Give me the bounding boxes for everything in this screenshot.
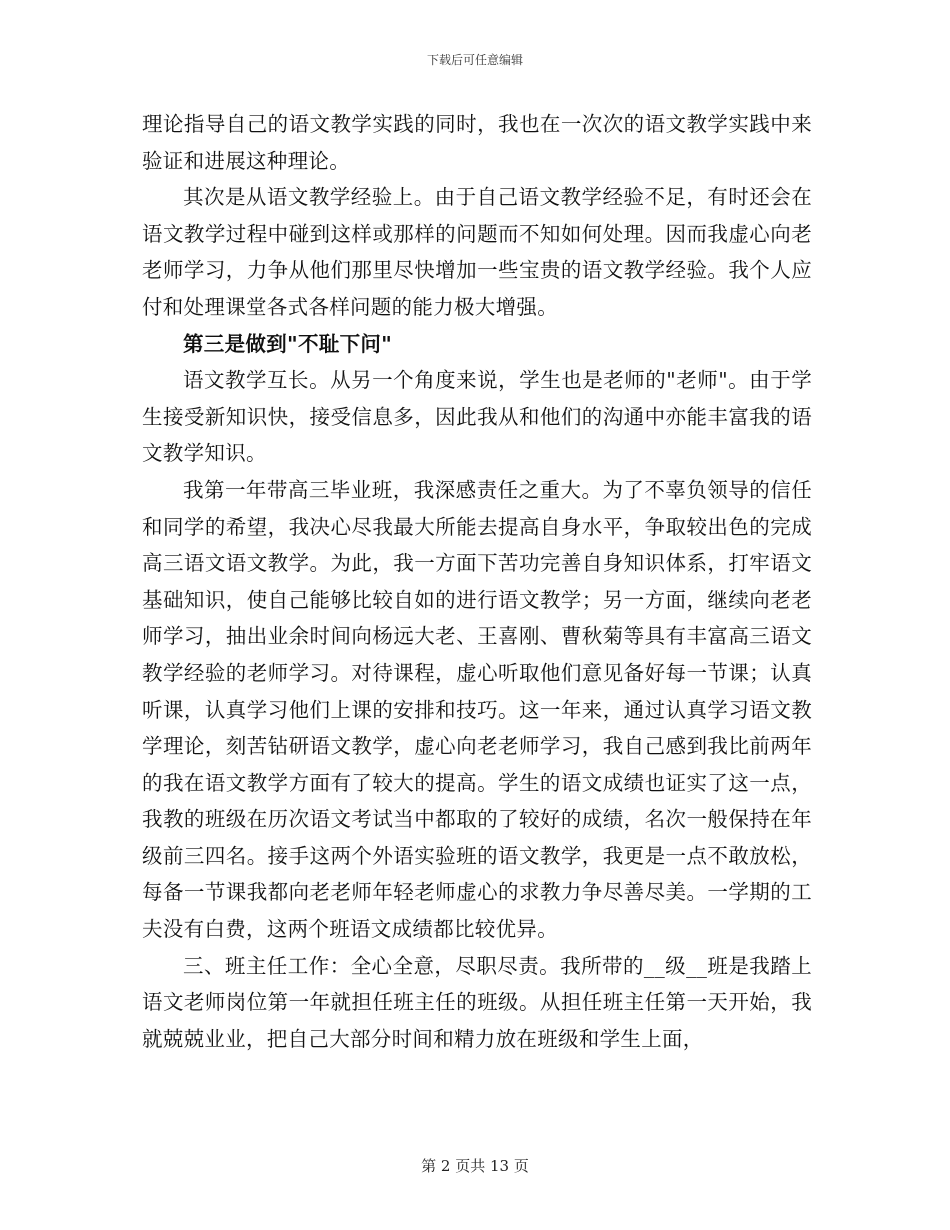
- page-header: 下载后可任意编辑: [426, 53, 523, 67]
- paragraph-continuation: 理论指导自己的语文教学实践的同时，我也在一次次的语文教学实践中来验证和进展这种理论。: [142, 112, 812, 173]
- paragraph-mutual-learning: 语文教学互长。从另一个角度来说，学生也是老师的"老师"。由于学生接受新知识快，接受信息多，因此我从和他们的沟通中亦能丰富我的语文教学知识。: [142, 368, 812, 466]
- paragraph-head-teacher: 三、班主任工作：全心全意，尽职尽责。我所带的__级__班是我踏上语文老师岗位第一年就担任班主任的班级。从担任班主任第一天开始，我就兢兢业业，把自己大部分时间和精力放在班级和学生上面，: [142, 953, 812, 1051]
- section-heading-third: 第三是做到"不耻下问": [183, 331, 393, 356]
- page-footer: 第 2 页共 13 页: [421, 1157, 529, 1175]
- document-body: [142, 106, 812, 1057]
- paragraph-senior-class: 我第一年带高三毕业班，我深感责任之重大。为了不辜负领导的信任和同学的希望，我决心尽我最大所能去提高自身水平，争取较出色的完成高三语文语文教学。为此，我一方面下苦功完善自身知识体系，打牢语文基础知识，使自己能够比较自如的进行语文教学；另一方面，继续向老老师学习，抽出业余时间向杨远大老、王喜刚、曹秋菊等具有丰富高三语文教学经验的老师学习。对待课程，虚心听取他们意见备好每一节课；认真听课，认真学习他们上课的安排和技巧。这一年来，通过认真学习语文教学理论，刻苦钻研语文教学，虚心向老老师学习，我自己感到我比前两年的我在语文教学方面有了较大的提高。学生的语文成绩也证实了这一点，我教的班级在历次语文考试当中都取的了较好的成绩，名次一般保持在年级前三四名。接手这两个外语实验班的语文教学，我更是一点不敢放松，每备一节课我都向老老师年轻老师虚心的求教力争尽善尽美。一学期的工夫没有白费，这两个班语文成绩都比较优异。: [142, 477, 812, 942]
- paragraph-teaching-experience: 其次是从语文教学经验上。由于自己语文教学经验不足，有时还会在语文教学过程中碰到这样或那样的问题而不知如何处理。因而我虚心向老老师学习，力争从他们那里尽快增加一些宝贵的语文教学经验。我个人应付和处理课堂各式各样问题的能力极大增强。: [142, 185, 812, 319]
